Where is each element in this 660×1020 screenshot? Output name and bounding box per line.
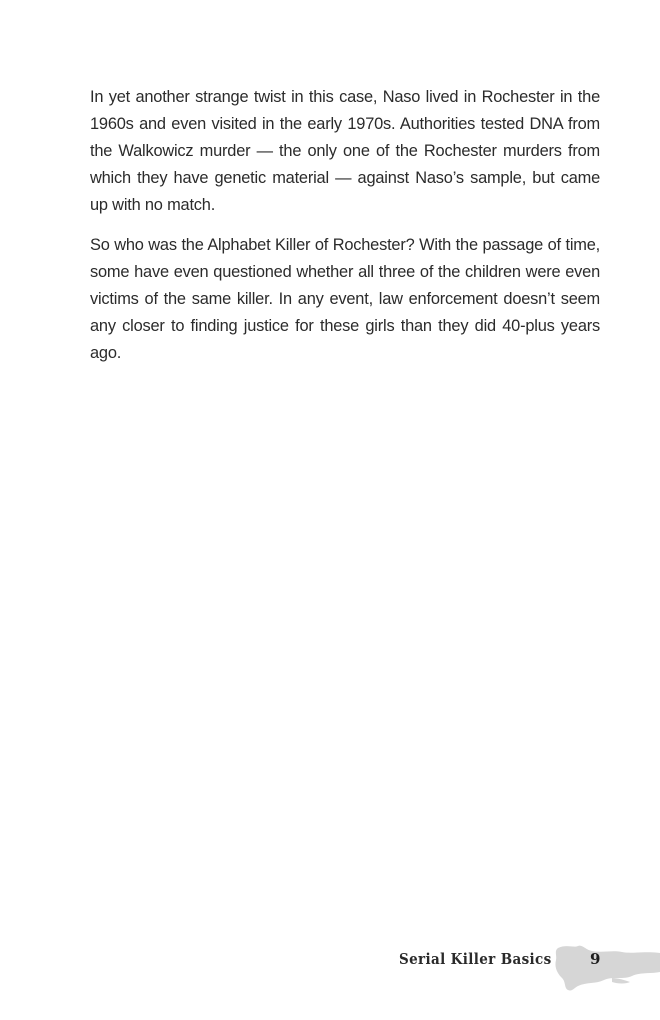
- ink-splash-graphic: [552, 942, 660, 994]
- running-footer-title: Serial Killer Basics: [399, 950, 552, 968]
- body-text: [90, 84, 600, 380]
- paragraph-1: In yet another strange twist in this case, Naso lived in Rochester in the 1960s and even visited in the early 1970s. Authorities tested DNA from the Walkowicz murder — the only one of the Rochester murders from which they have genetic material — against Naso’s sample, but came up with no match.: [90, 88, 600, 214]
- ink-splash-shape: [555, 946, 660, 991]
- ink-splash-drip: [612, 978, 630, 984]
- paragraph-2: So who was the Alphabet Killer of Rochester? With the passage of time, some have even questioned whether all three of the children were even victims of the same killer. In any event, law enforcement doesn’t seem any closer to finding justice for these girls than they did 40-plus years ago.: [90, 236, 600, 362]
- page-number: 9: [590, 950, 601, 968]
